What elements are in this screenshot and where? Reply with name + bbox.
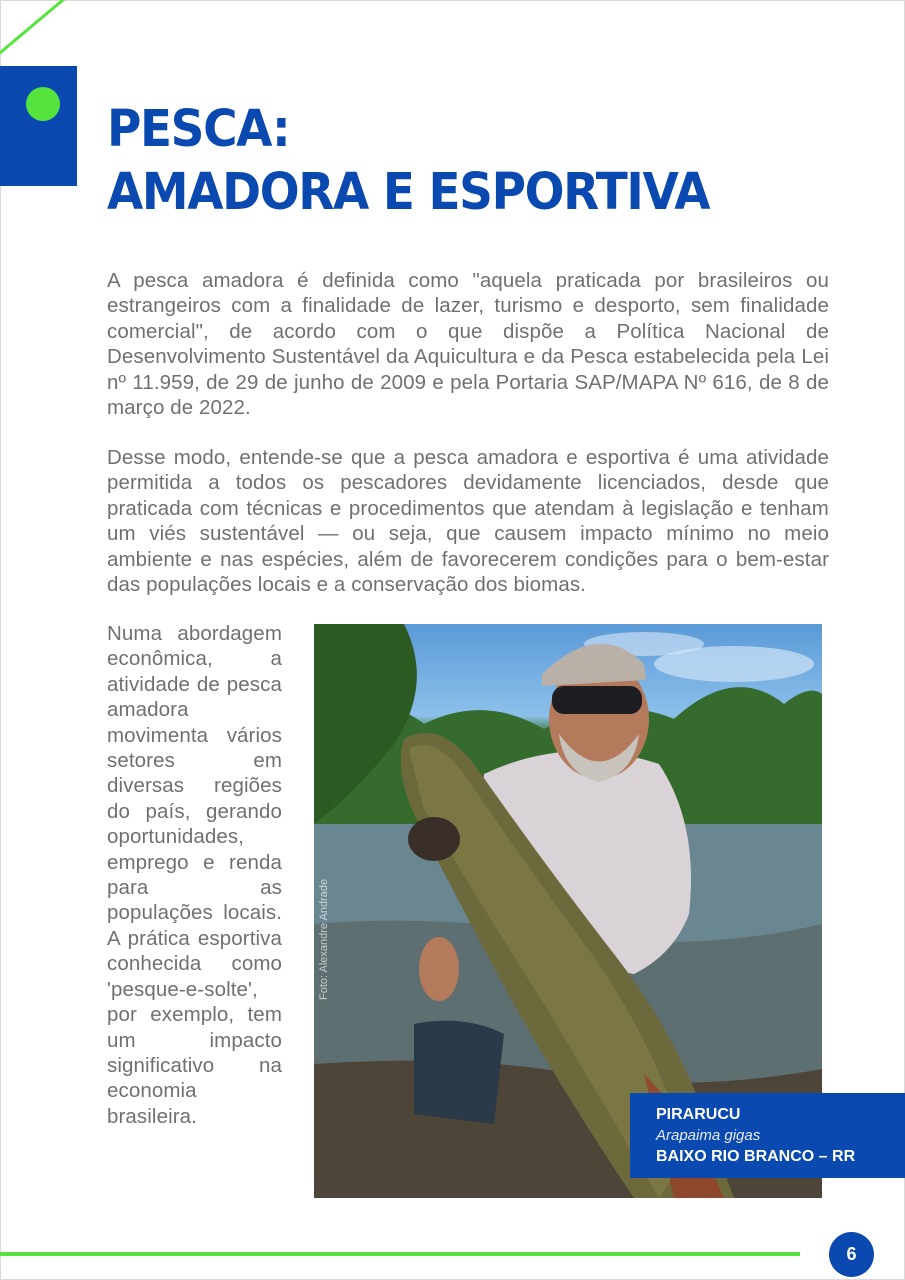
caption-common-name: PIRARUCU (656, 1106, 741, 1123)
page-title-line-1: PESCA: (107, 100, 290, 159)
caption-scientific-name: Arapaima gigas (656, 1127, 761, 1144)
caption-location: BAIXO RIO BRANCO – RR (656, 1148, 856, 1165)
paragraph-sustainability: Desse modo, entende-se que a pesca amadora e esportiva é uma atividade permitida a todos os pescadores devidamente licenciados, desde que praticada com técnicas e procedimentos que atendam à legislação e tenham um viés sustentável — ou seja, que causem impacto mínimo no meio ambiente e nas espécies, além de favorecerem condições para o bem-estar das populações locais e a conservação dos biomas. (107, 446, 829, 597)
header-accent-square (0, 66, 77, 186)
header-accent-dot (26, 87, 60, 121)
photo-credit: Foto: Alexandre Andrade (318, 878, 330, 1000)
paragraph-definition: A pesca amadora é definida como "aquela praticada por brasileiros ou estrangeiros com a finalidade de lazer, turismo e desporto, sem finalidade comercial", de acordo com o que dispõe a Política Nacional de Desenvolvimento Sustentável da Aquicultura e da Pesca estabelecida pela Lei nº 11.959, de 29 de junho de 2009 e pela Portaria SAP/MAPA Nº 616, de 8 de março de 2022. (107, 269, 829, 420)
page-title-line-2: AMADORA E ESPORTIVA (107, 163, 710, 222)
page-title (107, 98, 788, 224)
footer-line (0, 1252, 800, 1256)
paragraph-economy: Numa abordagem econômica, a atividade de pesca amadora movimenta vários setores em diversas regiões do país, gerando oportunidades, emprego e renda para as populações locais. A prática esportiva conhecida como 'pesque-e-solte', por exemplo, tem um impacto significativo na economia brasileira. (107, 622, 282, 1128)
photo-caption (630, 1093, 905, 1178)
page-number-badge: 6 (829, 1232, 874, 1277)
